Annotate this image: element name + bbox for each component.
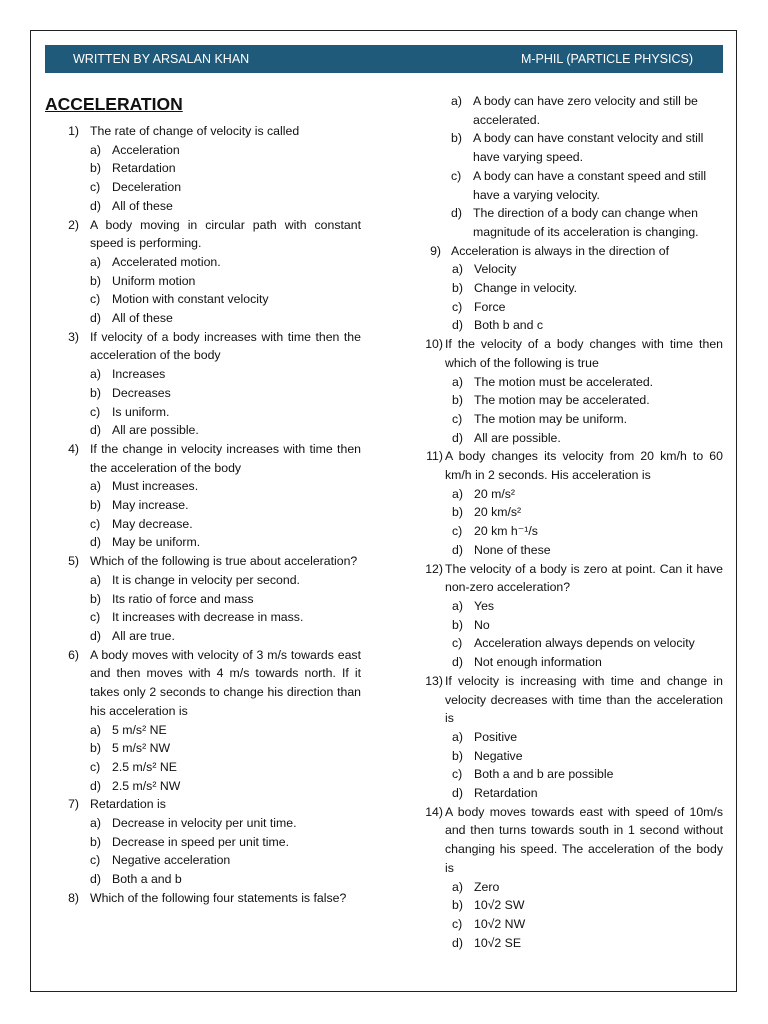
question-1 [45, 122, 361, 141]
question-text: A body moves with velocity of 3 m/s towards east and then moves with 4 m/s towards north. If it takes only 2 seconds to change his direction than his acceleration is [90, 647, 361, 718]
question-text: If velocity is increasing with time and change in velocity decreases with time than the acceleration is [445, 673, 723, 726]
option [423, 260, 723, 279]
option [423, 316, 723, 335]
right-column [423, 92, 723, 952]
question-number: 2) [68, 217, 79, 232]
option [423, 784, 723, 803]
question-number: 9) [430, 243, 441, 258]
question-number: 3) [68, 329, 79, 344]
option [45, 851, 361, 870]
option [423, 616, 723, 635]
option-text: Decrease in velocity per unit time. [112, 816, 297, 831]
option-letter: d) [90, 311, 101, 326]
option [45, 290, 361, 309]
option-text: 10√2 SE [474, 935, 522, 950]
option-text: Decreases [112, 385, 171, 400]
question-3 [45, 328, 361, 365]
question-text: If velocity of a body increases with time then the acceleration of the body [90, 329, 361, 363]
author-label: WRITTEN BY ARSALAN KHAN [73, 52, 250, 66]
option [45, 178, 361, 197]
question-10 [423, 335, 723, 372]
option [423, 541, 723, 560]
option-letter: b) [90, 741, 101, 756]
option-letter: a) [452, 598, 463, 613]
option [423, 747, 723, 766]
option-letter: a) [90, 479, 101, 494]
header-banner [45, 45, 723, 73]
option [45, 496, 361, 515]
option-text: May be uniform. [112, 535, 201, 550]
option-letter: a) [452, 879, 463, 894]
option-text: All are possible. [474, 430, 561, 445]
question-number: 11) [426, 449, 443, 464]
option-text: 5 m/s² NW [112, 741, 171, 756]
option-text: The motion may be accelerated. [474, 393, 650, 408]
option-letter: c) [90, 610, 101, 625]
question-4 [45, 440, 361, 477]
option [423, 129, 723, 166]
option-letter: c) [452, 299, 463, 314]
question-text: A body changes its velocity from 20 km/h to 60 km/h in 2 seconds. His acceleration is [445, 449, 723, 483]
option-text: Both a and b are possible [474, 767, 614, 782]
option [45, 571, 361, 590]
question-number: 14) [425, 804, 443, 819]
question-text: Retardation is [90, 797, 166, 812]
question-6 [45, 646, 361, 721]
option [423, 167, 723, 204]
option-letter: c) [451, 168, 462, 183]
option-letter: d) [90, 778, 101, 793]
option-text: Change in velocity. [474, 281, 577, 296]
option-letter: a) [90, 722, 101, 737]
option [423, 653, 723, 672]
option [423, 391, 723, 410]
option [45, 870, 361, 889]
option [423, 92, 723, 129]
option-text: All are possible. [112, 423, 199, 438]
option-letter: a) [90, 572, 101, 587]
question-7 [45, 795, 361, 814]
option-letter: b) [452, 617, 463, 632]
option-text: Yes [474, 598, 495, 613]
option [423, 896, 723, 915]
option [45, 159, 361, 178]
option [423, 728, 723, 747]
option-text: 20 m/s² [474, 486, 515, 501]
question-9 [423, 242, 723, 261]
option-text: Decrease in speed per unit time. [112, 834, 290, 849]
option-letter: d) [452, 430, 463, 445]
option-text: Uniform motion [112, 273, 196, 288]
option-letter: c) [452, 916, 463, 931]
option [423, 522, 723, 541]
option [45, 309, 361, 328]
option-text: Deceleration [112, 180, 182, 195]
question-number: 13) [425, 673, 443, 688]
option [45, 272, 361, 291]
question-number: 12) [425, 561, 443, 576]
option-text: No [474, 617, 490, 632]
option-text: Not enough information [474, 655, 602, 670]
option-letter: b) [90, 273, 101, 288]
option-text: All of these [112, 198, 173, 213]
option-letter: a) [452, 374, 463, 389]
option [45, 590, 361, 609]
option [423, 934, 723, 953]
question-11 [423, 447, 723, 484]
page-title: ACCELERATION [45, 94, 183, 114]
option-text: Acceleration [112, 142, 180, 157]
option [45, 814, 361, 833]
question-12 [423, 560, 723, 597]
option-letter: d) [452, 935, 463, 950]
question-number: 1) [68, 124, 79, 138]
option-text: 20 km/s² [474, 505, 522, 520]
option-letter: a) [90, 254, 101, 269]
option [45, 777, 361, 796]
question-number: 7) [68, 797, 79, 812]
option-letter: c) [90, 180, 101, 195]
option-text: Negative [474, 748, 523, 763]
option [45, 384, 361, 403]
option [45, 758, 361, 777]
question-text: Which of the following four statements is false? [90, 890, 347, 905]
option [45, 608, 361, 627]
question-number: 8) [68, 890, 79, 905]
option-text: 2.5 m/s² NW [112, 778, 181, 793]
option-letter: b) [452, 898, 463, 913]
option-text: May decrease. [112, 516, 193, 531]
option [423, 429, 723, 448]
option [45, 141, 361, 160]
option-text: Retardation [112, 161, 176, 176]
option-text: A body can have zero velocity and still be accelerated. [473, 94, 698, 127]
option-text: May increase. [112, 498, 189, 513]
option-letter: a) [452, 486, 463, 501]
option-text: Positive [474, 729, 518, 744]
option [423, 204, 723, 241]
option-letter: b) [452, 281, 463, 296]
option [423, 915, 723, 934]
option [423, 410, 723, 429]
option [423, 765, 723, 784]
option-text: Force [474, 299, 506, 314]
option-text: 10√2 NW [474, 916, 526, 931]
option [423, 373, 723, 392]
option-letter: d) [90, 535, 101, 550]
option-text: It is change in velocity per second. [112, 572, 300, 587]
question-8 [45, 889, 361, 908]
option-letter: d) [90, 198, 101, 213]
option-letter: c) [452, 411, 463, 426]
option-text: Zero [474, 879, 500, 894]
option-text: Must increases. [112, 479, 199, 494]
option-text: Acceleration always depends on velocity [474, 636, 695, 651]
question-text: If the change in velocity increases with time then the acceleration of the body [90, 441, 361, 475]
option [423, 597, 723, 616]
option-text: Motion with constant velocity [112, 292, 269, 307]
option-letter: b) [451, 131, 462, 146]
option [45, 627, 361, 646]
option-letter: c) [90, 759, 101, 774]
option [45, 739, 361, 758]
option-letter: d) [452, 318, 463, 333]
option-letter: c) [452, 767, 463, 782]
option-text: A body can have a constant speed and still have a varying velocity. [473, 168, 707, 202]
option [45, 253, 361, 272]
option-text: Both a and b [112, 872, 182, 887]
option [45, 833, 361, 852]
option-letter: a) [90, 367, 101, 382]
option-letter: a) [452, 729, 463, 744]
option-text: Accelerated motion. [112, 254, 221, 269]
question-text: If the velocity of a body changes with time then which of the following is true [445, 337, 723, 370]
question-text: Acceleration is always in the direction of [451, 243, 670, 258]
option-letter: b) [90, 591, 101, 606]
option-text: All are true. [112, 628, 175, 643]
option [45, 365, 361, 384]
question-text: The rate of change of velocity is called [90, 124, 300, 138]
option [45, 421, 361, 440]
option-text: 10√2 SW [474, 898, 525, 913]
option-text: 20 km h⁻¹/s [474, 524, 538, 539]
question-number: 6) [68, 647, 79, 662]
option-letter: c) [90, 516, 101, 531]
option-letter: d) [452, 786, 463, 801]
option-text: Its ratio of force and mass [112, 591, 254, 606]
option-letter: c) [452, 636, 463, 651]
option-letter: b) [452, 505, 463, 520]
question-text: Which of the following is true about acceleration? [90, 554, 358, 569]
option [423, 503, 723, 522]
option-letter: b) [90, 385, 101, 400]
option-text: Increases [112, 367, 166, 382]
option-text: A body can have constant velocity and still have varying speed. [473, 131, 704, 165]
option-text: The motion may be uniform. [474, 411, 628, 426]
option [45, 403, 361, 422]
option-letter: a) [451, 94, 462, 108]
option-letter: a) [90, 816, 101, 831]
question-text: A body moves towards east with speed of 10m/s and then turns towards south in 1 second without changing his speed. The acceleration of the body is [445, 804, 723, 875]
option-letter: a) [452, 262, 463, 277]
option [423, 634, 723, 653]
question-13 [423, 672, 723, 728]
option-letter: b) [90, 161, 101, 176]
left-column [45, 92, 361, 908]
option-text: None of these [474, 542, 551, 557]
question-14 [423, 803, 723, 878]
option-letter: b) [452, 748, 463, 763]
question-number: 4) [68, 441, 79, 456]
option-text: 5 m/s² NE [112, 722, 167, 737]
option-text: Negative acceleration [112, 853, 231, 868]
option-letter: d) [90, 628, 101, 643]
option-letter: c) [452, 524, 463, 539]
option [45, 197, 361, 216]
option-text: The motion must be accelerated. [474, 374, 654, 389]
question-text: A body moving in circular path with constant speed is performing. [90, 217, 361, 251]
option-letter: b) [90, 498, 101, 513]
option [423, 298, 723, 317]
option-text: Both b and c [474, 318, 544, 333]
question-2 [45, 216, 361, 253]
option-letter: d) [452, 655, 463, 670]
option-letter: d) [90, 872, 101, 887]
option-text: It increases with decrease in mass. [112, 610, 304, 625]
option-text: The direction of a body can change when magnitude of its acceleration is changing. [473, 206, 699, 239]
option-letter: c) [90, 292, 101, 307]
option-letter: c) [90, 853, 101, 868]
option-text: All of these [112, 311, 173, 326]
option-letter: c) [90, 404, 101, 419]
question-5 [45, 552, 361, 571]
option-letter: a) [90, 142, 101, 157]
option [45, 721, 361, 740]
option [45, 515, 361, 534]
option-letter: d) [452, 542, 463, 557]
option-text: 2.5 m/s² NE [112, 759, 177, 774]
option [423, 279, 723, 298]
option-text: Is uniform. [112, 404, 170, 419]
option-letter: b) [452, 393, 463, 408]
option [45, 533, 361, 552]
question-number: 5) [68, 554, 79, 569]
option-letter: d) [451, 206, 462, 221]
option [423, 485, 723, 504]
option-letter: b) [90, 834, 101, 849]
option [423, 878, 723, 897]
option-text: Retardation [474, 786, 538, 801]
qualification-label: M-PHIL (PARTICLE PHYSICS) [520, 52, 693, 66]
option-text: Velocity [474, 262, 517, 277]
question-number: 10) [425, 337, 443, 352]
question-text: The velocity of a body is zero at point. Can it have non-zero acceleration? [445, 561, 723, 595]
option [45, 477, 361, 496]
option-letter: d) [90, 423, 101, 438]
